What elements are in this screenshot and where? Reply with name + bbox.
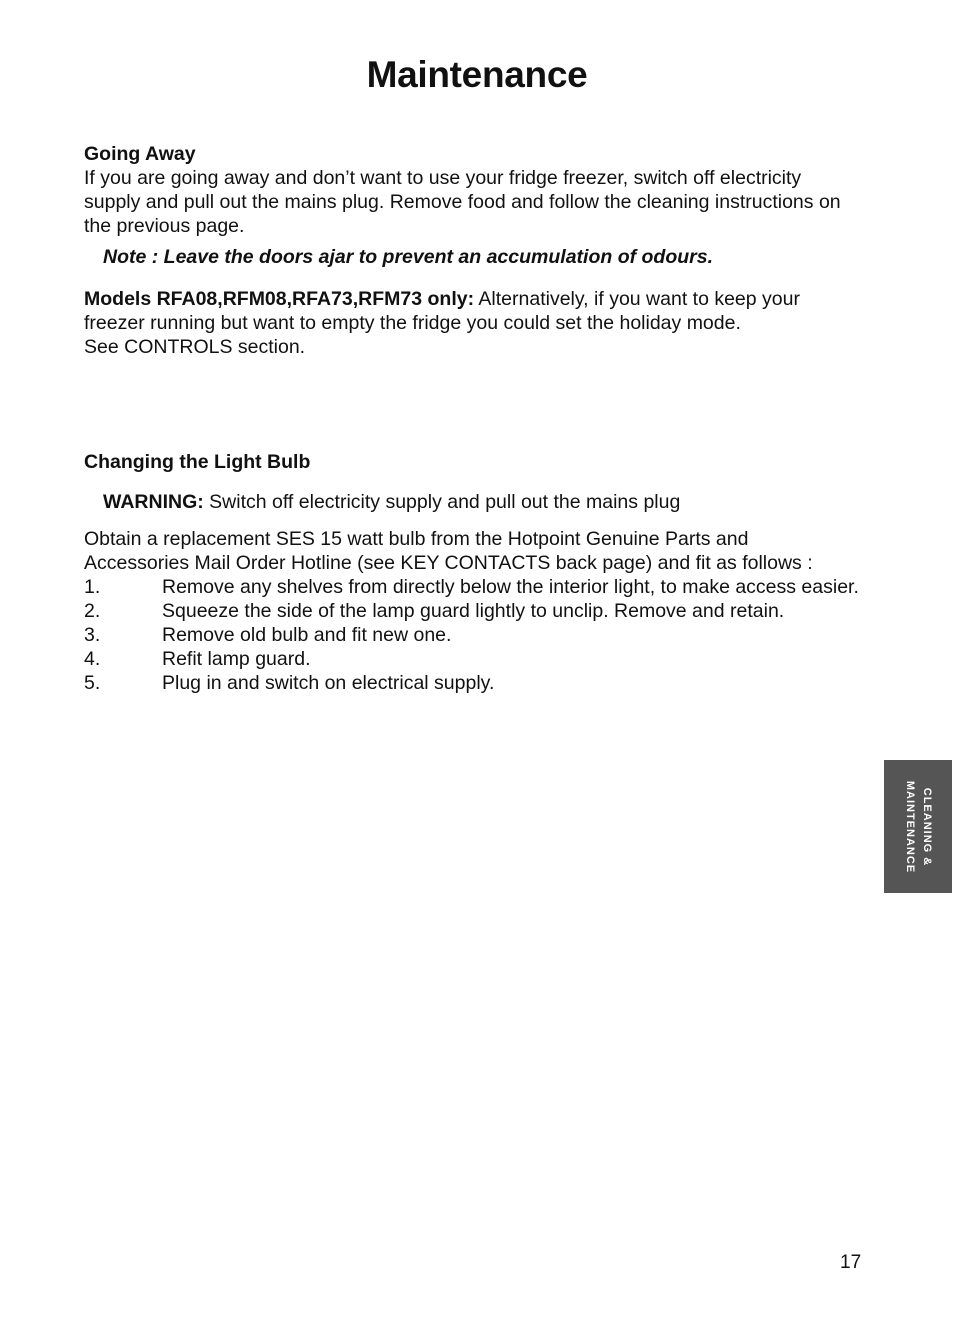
models-paragraph: [84, 287, 864, 359]
list-item: [84, 671, 864, 695]
warning-line: [103, 490, 883, 514]
step-number: 5.: [84, 672, 101, 694]
warning-text: Switch off electricity supply and pull out the mains plug: [209, 491, 681, 513]
step-text: Remove old bulb and fit new one.: [162, 624, 452, 646]
steps-list: [84, 575, 864, 695]
side-tab-line-1: CLEANING &: [921, 787, 933, 866]
step-number: 2.: [84, 600, 101, 622]
step-number: 3.: [84, 624, 101, 646]
step-text: Plug in and switch on electrical supply.: [162, 672, 495, 694]
models-text: Alternatively, if you want to keep your freezer running but want to empty the fridge you could set the holiday mode.: [84, 288, 800, 334]
side-tab-label: [901, 780, 935, 872]
warning-label: WARNING:: [103, 491, 204, 513]
step-text: Refit lamp guard.: [162, 648, 311, 670]
page-title: Maintenance: [366, 54, 588, 95]
light-bulb-heading: Changing the Light Bulb: [84, 451, 311, 473]
models-label: Models RFA08,RFM08,RFA73,RFM73 only:: [84, 288, 475, 310]
step-number: 4.: [84, 648, 101, 670]
side-tab-line-2: MAINTENANCE: [904, 780, 916, 873]
step-text: Remove any shelves from directly below the interior light, to make access easier.: [162, 576, 859, 598]
list-item: [84, 647, 864, 671]
going-away-note: Note : Leave the doors ajar to prevent an accumulation of odours.: [103, 246, 714, 268]
light-bulb-instructions: [84, 527, 864, 695]
light-bulb-intro: Obtain a replacement SES 15 watt bulb from the Hotpoint Genuine Parts and Accessories Mail Order Hotline (see KEY CONTACTS back page) and fit as follows :: [84, 528, 813, 574]
step-number: 1.: [84, 576, 101, 598]
going-away-heading: Going Away: [84, 143, 196, 165]
see-controls-text: See CONTROLS section.: [84, 336, 306, 358]
section-side-tab: [884, 760, 952, 893]
list-item: [84, 623, 864, 647]
going-away-body: If you are going away and don’t want to use your fridge freezer, switch off electricity supply and pull out the mains plug. Remove food and follow the cleaning instructions on the previous page.: [84, 167, 841, 237]
page-number: 17: [840, 1252, 862, 1273]
list-item: [84, 575, 864, 599]
step-text: Squeeze the side of the lamp guard lightly to unclip. Remove and retain.: [162, 600, 785, 622]
going-away-section: [84, 142, 864, 238]
list-item: [84, 599, 864, 623]
